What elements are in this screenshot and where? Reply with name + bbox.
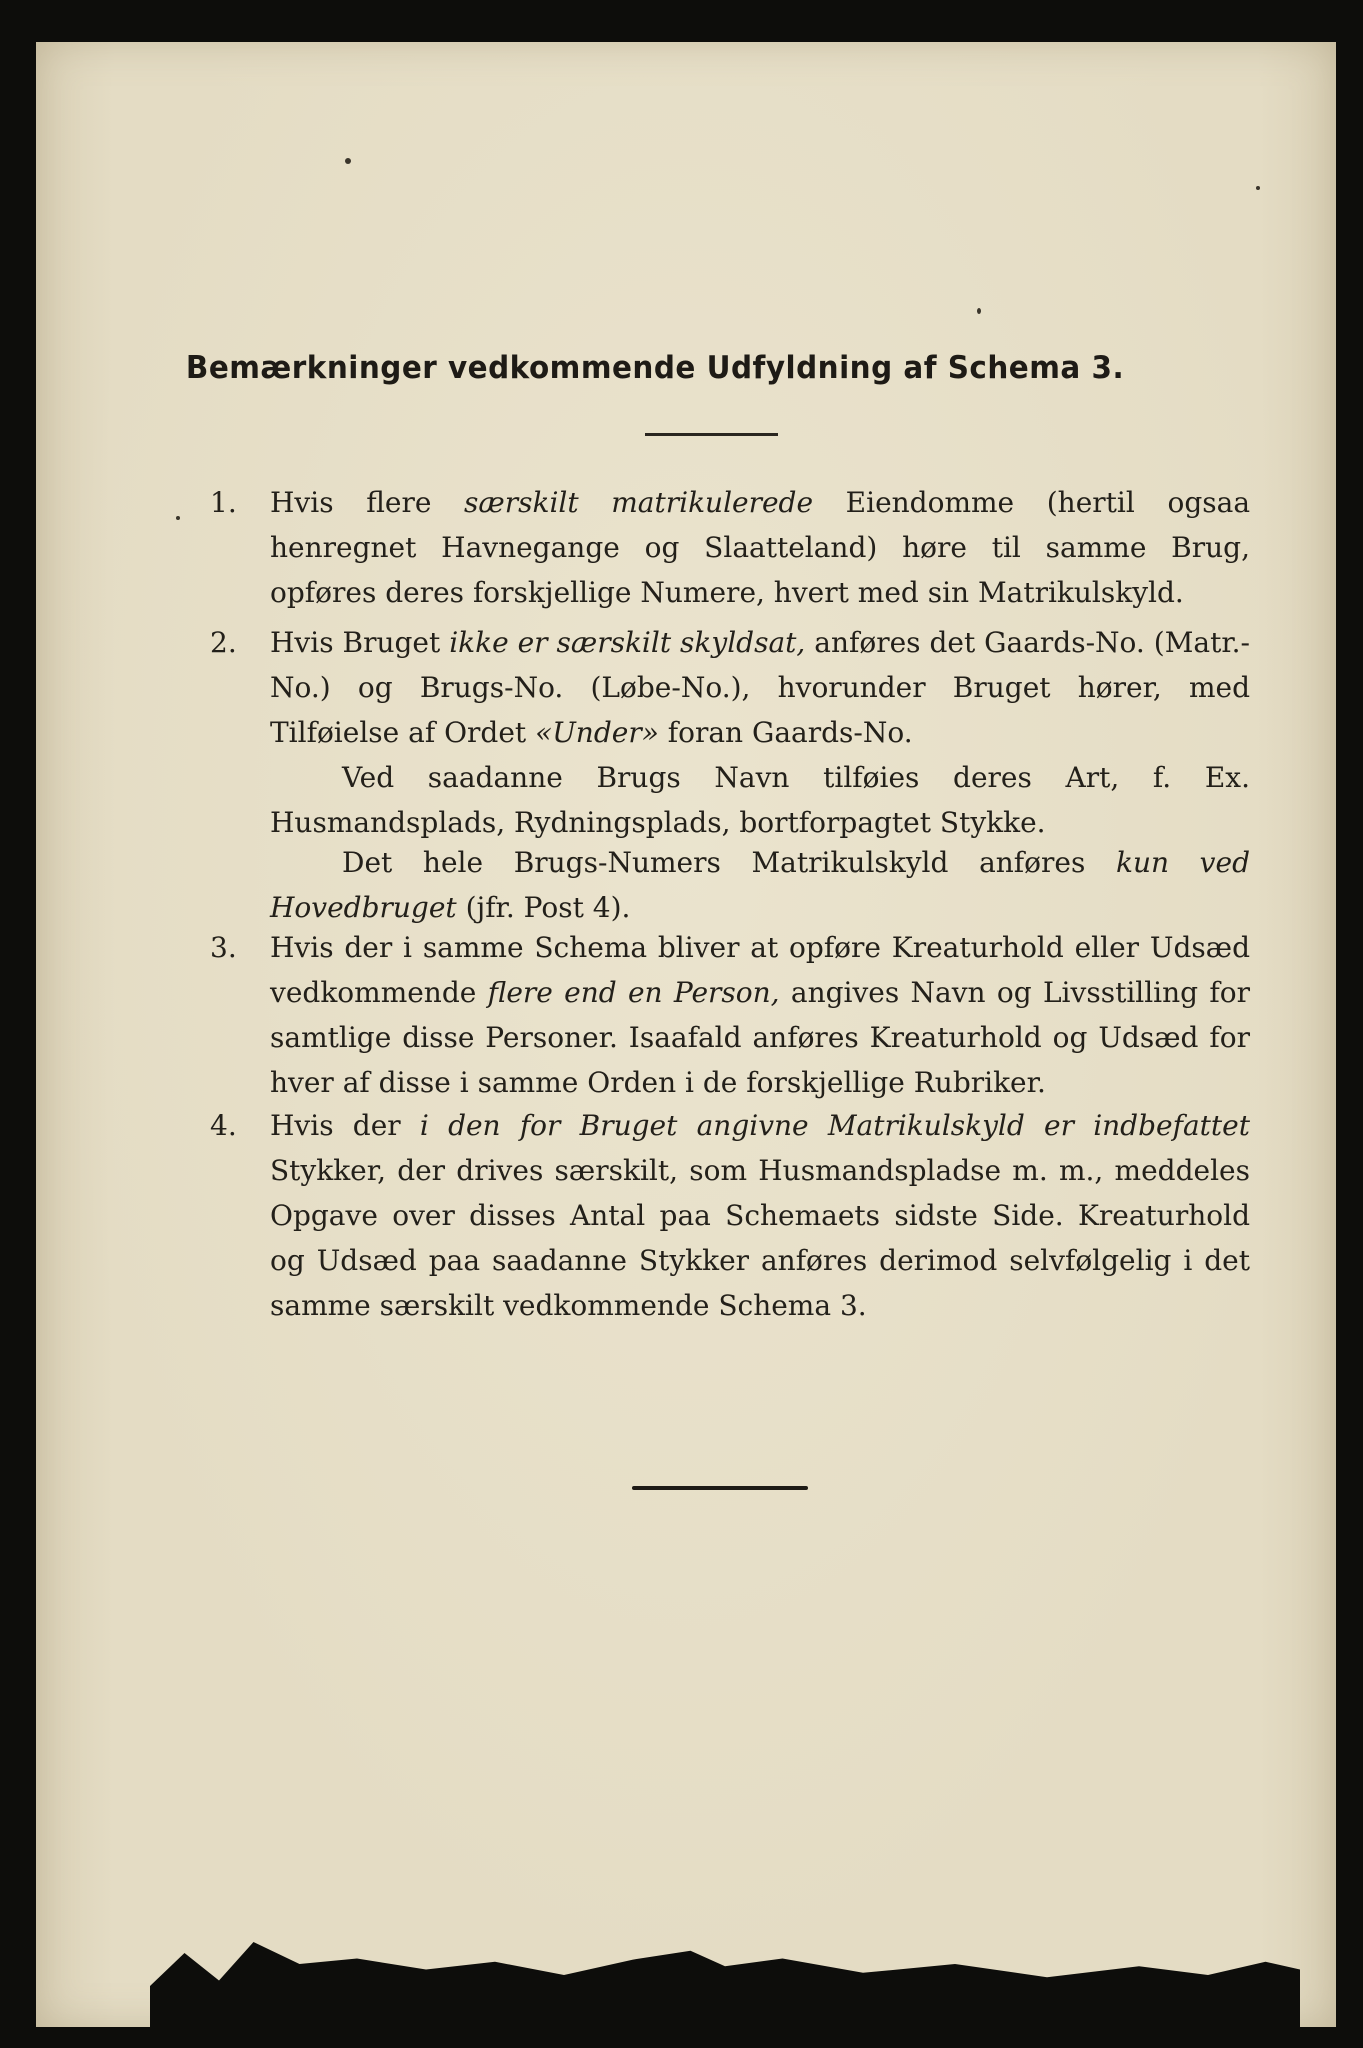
item-3-text	[270, 925, 1250, 1105]
item-1-text	[270, 480, 1250, 615]
item-2-part3: foran Gaards-No.	[658, 716, 913, 749]
item-2-italic-1: ikke er særskilt skyldsat,	[449, 626, 806, 659]
title-rule	[645, 433, 778, 436]
item-2-part2: anføres det Gaards-No. (Matr.-No.) og Brugs-No. (Løbe-No.), hvorunder Bruget hører, med Tilføielse af Ordet	[270, 626, 1250, 749]
item-2-italic-2: «Under»	[535, 716, 659, 749]
item-2-sub2-part1: Det hele Brugs-Numers Matrikulskyld anføres	[342, 846, 1116, 879]
item-1-italic: særskilt matrikulerede	[464, 486, 814, 519]
paper-speck	[1256, 186, 1260, 190]
paper-speck	[977, 308, 981, 314]
closing-rule	[632, 1486, 808, 1490]
item-1-number: 1.	[210, 486, 237, 519]
item-2-text	[270, 620, 1250, 755]
item-2-sub2-part2: (jfr. Post 4).	[456, 891, 631, 924]
item-3-italic: flere end en Person,	[487, 976, 780, 1009]
item-2-number: 2.	[210, 626, 237, 659]
item-3-part1: Hvis der i samme Schema bliver at opføre Kreaturhold eller Udsæd vedkommende	[270, 931, 1250, 1009]
item-2-part1: Hvis Bruget	[270, 626, 450, 659]
item-4-text	[270, 1103, 1250, 1328]
item-3-part2: angives Navn og Livsstilling for samtlige disse Personer. Isaafald anføres Kreaturhold og Udsæd for hver af disse i samme Orden i de forskjellige Rubriker.	[270, 976, 1250, 1099]
item-4-italic: i den for Bruget angivne Matrikulskyld er indbefattet	[419, 1109, 1250, 1142]
item-1-part1: Hvis flere	[270, 486, 465, 519]
item-4-number: 4.	[210, 1109, 237, 1142]
item-1-part2: Eiendomme (hertil ogsaa henregnet Havnegange og Slaatteland) høre til samme Brug, opføres deres forskjellige Numere, hvert med sin Matrikulskyld.	[270, 486, 1251, 609]
document-title: Bemærkninger vedkommende Udfyldning af Schema 3.	[185, 350, 1125, 386]
item-2-subparagraph-1: Ved saadanne Brugs Navn tilføies deres Art, f. Ex. Husmandsplads, Rydningsplads, bortforpagtet Stykke.	[270, 761, 1250, 839]
item-3-number: 3.	[210, 931, 237, 964]
paper-speck	[345, 158, 351, 164]
item-2-sub2-italic: kun ved Hovedbruget	[270, 846, 1250, 924]
item-4-part1: Hvis der	[270, 1109, 420, 1142]
item-4-part2: Stykker, der drives særskilt, som Husmandspladse m. m., meddeles Opgave over disses Antal paa Schemaets sidste Side. Kreaturhold og Udsæd paa saadanne Stykker anføres derimod selvfølgelig i det samme særskilt vedkommende Schema 3.	[270, 1154, 1250, 1322]
item-2-subparagraph-2	[270, 840, 1250, 930]
paper-speck	[176, 516, 180, 520]
